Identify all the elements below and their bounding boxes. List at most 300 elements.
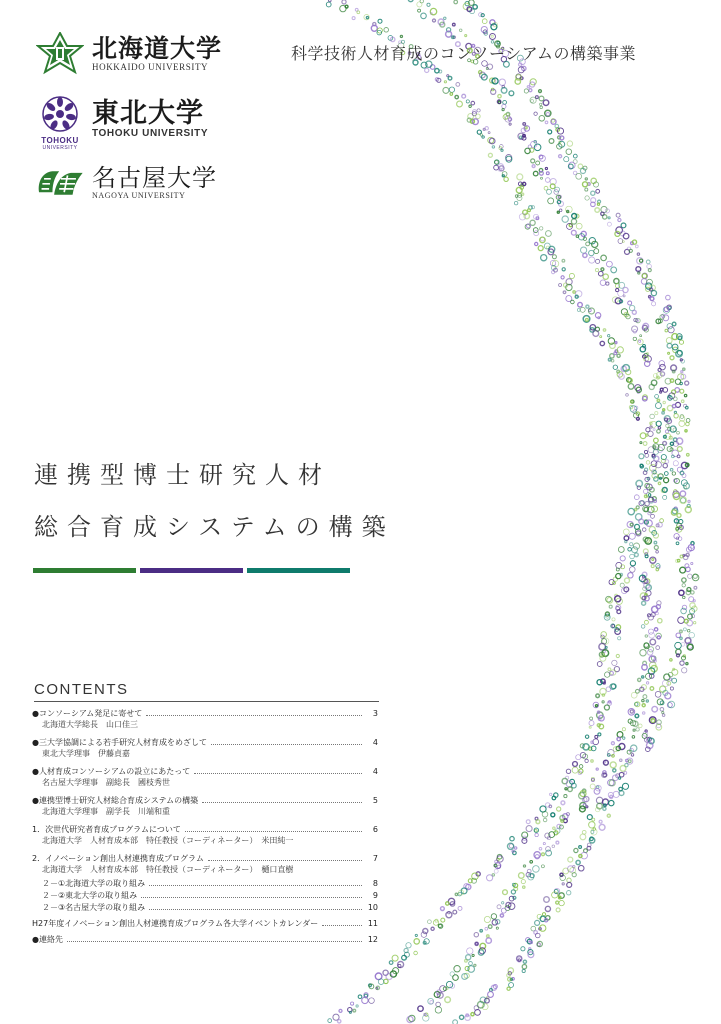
swirl-dot [608,668,611,671]
swirl-dot [655,462,661,468]
emblem-subcaption: UNIVERSITY [42,144,78,151]
swirl-dot [456,83,460,87]
swirl-dot [545,906,550,911]
university-name-jp: 東北大学 [92,97,204,129]
swirl-dot [448,76,452,80]
swirl-dot [579,846,582,849]
swirl-dot [612,660,617,665]
swirl-dot [564,157,569,162]
swirl-dot [580,834,586,840]
swirl-dot [691,591,694,594]
swirl-dot [616,213,620,217]
swirl-dot [633,729,635,731]
swirl-dot [340,5,346,11]
swirl-dot [607,222,611,226]
swirl-dot [599,820,602,823]
swirl-dot [648,431,653,436]
swirl-dot [651,514,655,518]
swirl-dot [614,279,619,284]
swirl-dot [545,178,550,183]
swirl-dot [534,231,539,236]
swirl-dot [656,568,659,571]
swirl-dot [694,586,697,589]
swirl-dot [605,646,607,648]
toc-dot-leader [146,707,362,716]
swirl-dot [648,269,651,272]
hagi-leaf-icon [40,94,80,134]
swirl-dot [654,438,659,443]
swirl-dot [328,1019,332,1023]
swirl-dot [651,291,656,296]
toc-entry-title: ２－②東北大学の取り組み [42,891,138,900]
swirl-dot [536,820,540,824]
swirl-dot [571,230,576,235]
swirl-dot [683,368,685,370]
swirl-dot [660,388,663,391]
swirl-dot [559,209,562,212]
swirl-dot [604,705,609,710]
swirl-dot [631,754,634,757]
swirl-dot [533,171,538,176]
swirl-dot [552,271,555,274]
swirl-dot [487,875,493,881]
swirl-dot [574,848,578,852]
swirl-dot [517,174,523,180]
swirl-dot [569,273,574,278]
toc-dot-leader [211,736,362,745]
swirl-dot [646,461,650,465]
swirl-dot [686,419,690,423]
swirl-dot [620,766,626,772]
swirl-dot [516,187,522,193]
swirl-dot [676,351,682,357]
swirl-dot [455,95,458,98]
swirl-dot [339,1009,342,1012]
toc-entry-title: ●連携型博士研究人材総合育成システムの構築 [32,796,199,805]
swirl-dot [414,951,418,955]
swirl-dot [534,112,537,115]
swirl-dot [488,925,492,929]
swirl-dot [573,762,578,767]
swirl-dot [421,13,427,19]
swirl-dot [628,508,634,514]
swirl-dot [539,847,542,850]
swirl-dot [682,584,685,587]
swirl-dot [603,773,607,777]
swirl-dot [677,513,681,517]
swirl-dot [658,482,660,484]
swirl-dot [453,23,456,26]
toc-entry-page: 10 [367,903,378,912]
swirl-dot [546,172,549,175]
swirl-dot [539,96,544,101]
swirl-dot [650,687,654,691]
swirl-dot [487,935,489,937]
swirl-dot [677,431,680,434]
swirl-dot [491,35,493,37]
swirl-dot [541,865,544,868]
swirl-dot [402,956,406,960]
swirl-dot [654,477,658,481]
swirl-dot [338,1020,341,1023]
swirl-dot [632,240,636,244]
toc-dot-leader [322,917,362,926]
table-of-contents [32,707,378,945]
swirl-dot [443,87,449,93]
swirl-dot [400,35,402,37]
swirl-dot [564,795,567,798]
swirl-dot [562,883,564,885]
swirl-dot [593,331,599,337]
swirl-dot [540,106,543,109]
swirl-dot [622,728,625,731]
swirl-dot [681,400,684,403]
swirl-dot [539,116,545,122]
toc-entry-page: 6 [372,825,378,834]
swirl-dot [485,127,488,130]
swirl-dot [633,337,636,340]
swirl-dot [601,632,607,638]
swirl-dot [542,913,545,916]
swirl-dot [596,189,600,193]
swirl-dot [648,512,651,515]
swirl-dot [540,227,543,230]
swirl-dot [597,203,599,205]
swirl-dot [666,338,672,344]
swirl-dot [536,933,541,938]
swirl-dot [682,668,687,673]
swirl-dot [693,600,695,602]
swirl-dot [565,788,567,790]
swirl-dot [543,843,545,845]
swirl-dot [656,551,659,554]
swirl-dot [660,708,664,712]
toc-entry[interactable] [32,823,378,835]
toc-entry-page: 12 [367,935,378,944]
swirl-dot [678,336,681,339]
swirl-dot [650,414,655,419]
swirl-dot [414,939,419,944]
swirl-dot [637,253,639,255]
swirl-dot [624,772,627,775]
swirl-dot [601,255,607,261]
swirl-dot [460,1015,464,1019]
swirl-dot [560,136,564,140]
swirl-dot [552,796,556,800]
swirl-dot [498,95,501,98]
swirl-dot [668,352,670,354]
swirl-dot [578,302,583,307]
swirl-dot [462,94,466,98]
swirl-dot [529,89,532,92]
swirl-dot [655,412,658,415]
swirl-dot [621,223,626,228]
toc-entry-author: 北海道大学 人材育成本部 特任教授（コーディネーター） 樋口直樹 [42,865,294,874]
swirl-dot [585,178,587,180]
swirl-dot [559,284,562,287]
swirl-dot [326,2,331,7]
toc-dot-leader [202,794,362,803]
swirl-dot [450,93,453,96]
swirl-dot [670,356,674,360]
swirl-dot [449,87,454,92]
swirl-dot [488,153,492,157]
toc-entry[interactable] [32,933,378,945]
swirl-dot [484,916,490,922]
swirl-dot [455,893,457,895]
swirl-dot [430,1001,433,1004]
swirl-dot [494,869,498,873]
swirl-dot [640,650,646,656]
swirl-dot [415,934,417,936]
swirl-dot [613,791,619,797]
tohoku-university-logo [34,92,208,152]
swirl-dot [567,211,569,213]
swirl-dot [646,260,650,264]
swirl-dot [672,322,676,326]
swirl-dot [682,578,686,582]
toc-entry-title: ●コンソーシアム発足に寄せて [32,709,143,718]
swirl-dot [500,914,503,917]
swirl-dot [430,8,436,14]
swirl-dot [502,109,504,111]
swirl-dot [358,995,362,999]
swirl-dot [544,919,547,922]
swirl-dot [599,271,604,276]
swirl-dot [624,536,629,541]
swirl-dot [644,620,648,624]
swirl-dot [492,920,497,925]
swirl-dot [643,712,645,714]
swirl-dot [528,209,531,212]
swirl-dot [642,601,646,605]
swirl-dot [596,768,598,770]
swirl-dot [459,29,462,32]
swirl-dot [585,735,588,738]
swirl-dot [507,987,510,990]
swirl-dot [638,678,641,681]
swirl-dot [501,149,503,151]
swirl-dot [600,280,606,286]
swirl-dot [689,632,695,638]
swirl-dot [474,933,478,937]
toc-subentry[interactable] [32,901,378,913]
university-name-en: TOHOKU UNIVERSITY [92,127,209,139]
swirl-dot [585,196,589,200]
swirl-dot [384,979,388,983]
swirl-dot [525,224,530,229]
swirl-dot [645,502,649,506]
toc-subentry[interactable] [32,877,378,889]
swirl-dot [497,905,501,909]
swirl-dot [441,918,445,922]
swirl-dot [654,628,657,631]
swirl-dot [628,760,631,763]
swirl-dot [643,695,647,699]
swirl-dot [579,765,583,769]
toc-entry[interactable] [32,794,378,806]
swirl-dot [667,343,672,348]
toc-entry-title: 1．次世代研究者育成プログラムについて [32,825,181,834]
swirl-dot [606,687,611,692]
swirl-dot [589,726,591,728]
swirl-dot [684,394,686,396]
swirl-dot [685,430,687,432]
project-title: 科学技術人材育成のコンソーシアムの構築事業 [291,44,637,63]
swirl-dot [524,89,528,93]
swirl-dot [639,454,644,459]
swirl-dot [454,966,460,972]
swirl-dot [433,920,438,925]
swirl-dot [613,769,616,772]
swirl-dot [641,279,647,285]
swirl-dot [357,11,360,14]
swirl-dot [566,769,570,773]
hokkaido-university-logo [34,34,222,74]
swirl-dot [680,567,686,573]
swirl-dot [351,1002,354,1005]
toc-entry[interactable] [32,765,378,777]
swirl-dot [676,537,678,539]
swirl-dot [630,567,636,573]
swirl-dot [469,962,473,966]
swirl-dot [548,198,554,204]
toc-entry[interactable] [32,852,378,864]
swirl-dot [596,705,598,707]
swirl-dot [495,160,499,164]
swirl-dot [523,960,526,963]
toc-entry[interactable] [32,736,378,748]
swirl-dot [611,742,614,745]
swirl-dot [660,372,664,376]
swirl-dot [620,759,622,761]
swirl-dot [420,0,423,3]
swirl-dot [501,88,507,94]
swirl-dot [548,130,552,134]
swirl-dot [677,455,680,458]
toc-entry-title: ●連絡先 [32,935,63,944]
swirl-dot [352,17,355,20]
swirl-dot [600,341,604,345]
swirl-dot [606,282,609,285]
swirl-dot [654,546,658,550]
swirl-dot [491,89,496,94]
swirl-dot [576,860,580,864]
swirl-dot [571,219,576,224]
swirl-dot [677,654,680,657]
toc-entry-page: 9 [372,891,378,900]
swirl-dot [597,662,602,667]
swirl-dot [672,404,675,407]
swirl-dot [663,441,667,445]
swirl-dot [535,242,538,245]
university-name-en: HOKKAIDO UNIVERSITY [92,62,209,72]
swirl-dot [501,908,506,913]
swirl-dot [646,673,652,679]
swirl-dot [676,542,679,545]
university-name-jp: 名古屋大学 [92,164,217,192]
swirl-dot [491,914,496,919]
swirl-dot [609,605,612,608]
swirl-dot [664,674,670,680]
swirl-dot [435,69,439,73]
toc-entry-page: 4 [372,767,378,776]
swirl-dot [507,974,511,978]
swirl-dot [644,507,648,511]
swirl-dot [526,826,532,832]
swirl-dot [441,907,445,911]
swirl-dot [556,841,559,844]
swirl-dot [603,274,608,279]
swirl-dot [576,173,582,179]
swirl-dot [634,495,639,500]
swirl-dot [595,208,600,213]
toc-entry-page: 7 [372,854,378,863]
swirl-dot [672,334,678,340]
swirl-dot [631,401,633,403]
swirl-dot [590,784,595,789]
swirl-dot [566,149,572,155]
swirl-dot [551,813,555,817]
swirl-dot [417,2,422,7]
toc-entry[interactable] [32,917,378,929]
swirl-dot [679,590,684,595]
toc-entry[interactable] [32,707,378,719]
swirl-dot [533,866,540,873]
swirl-dot [652,559,654,561]
swirl-dot [603,807,606,810]
swirl-dot [668,327,674,333]
swirl-dot [591,760,593,762]
swirl-dot [599,824,605,830]
toc-dot-leader [194,765,362,774]
toc-entry-title: ●人材育成コンソーシアムの設立にあたって [32,767,191,776]
swirl-dot [453,1020,458,1024]
swirl-dot [514,847,516,849]
swirl-dot [673,461,678,466]
swirl-dot [611,360,614,363]
purple-stripe [140,568,243,573]
swirl-dot [657,636,660,639]
swirl-dot [686,663,688,665]
swirl-dot [536,217,539,220]
swirl-dot [625,578,630,583]
toc-entry-page: 3 [372,709,378,718]
swirl-dot [520,136,522,138]
swirl-dot [546,113,549,116]
swirl-dot [623,529,629,535]
toc-entry-page: 11 [367,919,378,928]
toc-subentry[interactable] [32,889,378,901]
swirl-dot [639,501,644,506]
swirl-dot [589,250,594,255]
toc-entry-title: 2．イノベーション創出人材連携育成プログラム [32,854,204,863]
swirl-dot [609,800,614,805]
swirl-dot [612,625,615,628]
swirl-dot [639,340,641,342]
swirl-dot [680,471,684,475]
swirl-dot [622,783,628,789]
swirl-dot [662,714,665,717]
swirl-dot [369,998,375,1004]
swirl-dot [503,101,507,105]
swirl-dot [567,878,571,882]
swirl-dot [488,992,494,998]
swirl-dot [639,724,643,728]
swirl-dot [567,891,571,895]
swirl-dot [572,767,578,773]
swirl-dot [675,379,680,384]
